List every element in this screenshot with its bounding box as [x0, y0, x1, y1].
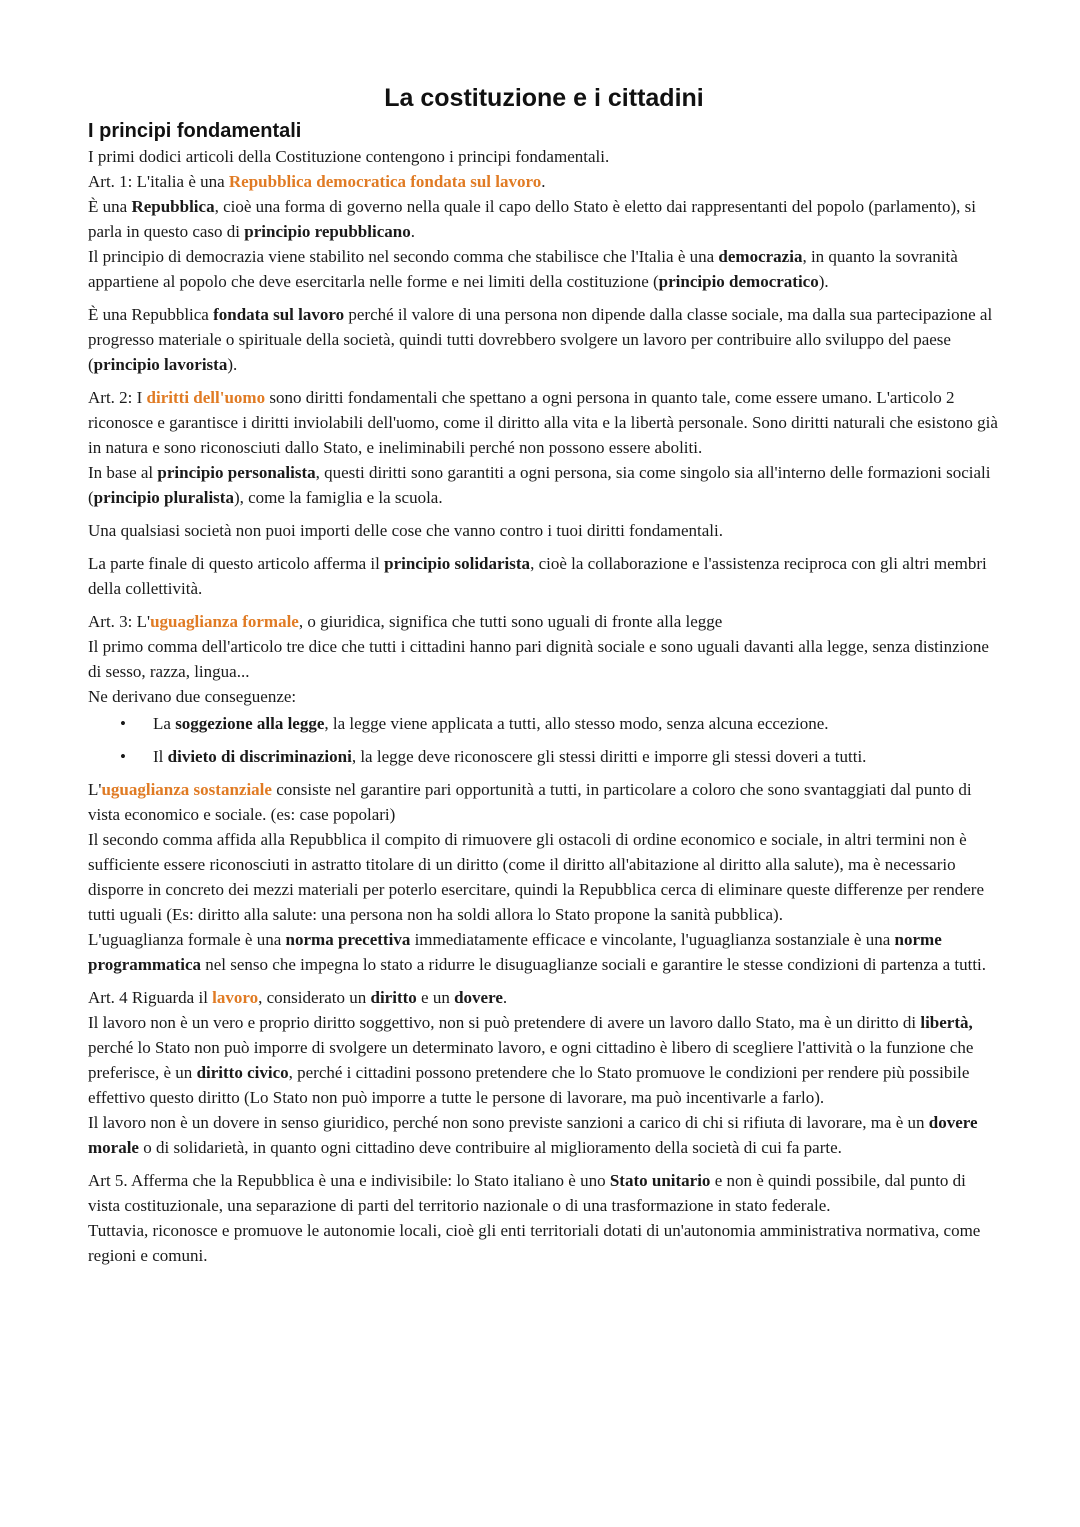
art4-paragraph-2: Il lavoro non è un vero e proprio diritto soggettivo, non si può pretendere di avere un lavoro dallo Stato, ma è un diritto di libertà, perché lo Stato non può imporre di svolgere un determinato lavoro, e ogni cittadino è libero di scegliere l'attività o la funzione che preferisce, è un diritto civico, perché i cittadini possono pretendere che lo Stato promuove le condizioni per rendere più possibile effettivo questo diritto (Lo Stato non può imporre a tutte le persone di lavorare, ma può incentivarle a farlo). [88, 1013, 974, 1107]
art4-paragraph-3: Il lavoro non è un dovere in senso giuridico, perché non sono previste sanzioni a carico di chi si rifiuta di lavorare, ma è un dovere morale o di solidarietà, in quanto ogni cittadino deve contribuire al miglioramento della società di cui fa parte. [88, 1113, 978, 1157]
art3-paragraph-4: L'uguaglianza sostanziale consiste nel garantire pari opportunità a tutti, in particolare a coloro che sono svantaggiati dal punto di vista economico e sociale. (es: case popolari) [88, 780, 972, 824]
section-title: I principi fondamentali [88, 120, 302, 142]
document-page [88, 80, 1000, 1268]
art1-heading-line: Art. 1: L'italia è una Repubblica democratica fondata sul lavoro. [88, 172, 546, 191]
art5-paragraph-1: Art 5. Afferma che la Repubblica è una e indivisibile: lo Stato italiano è uno Stato unitario e non è quindi possibile, dal punto di vista costituzionale, una separazione di parti del territorio nazionale o di una trasformazione in stato federale. [88, 1171, 966, 1215]
art2-paragraph-2: In base al principio personalista, questi diritti sono garantiti a ogni persona, sia come singolo sia all'interno delle formazioni sociali (principio pluralista), come la famiglia e la scuola. [88, 463, 991, 507]
art3-paragraph-1: Art. 3: L'uguaglianza formale, o giuridica, significa che tutti sono uguali di fronte alla legge [88, 612, 723, 631]
art3-paragraph-6: L'uguaglianza formale è una norma precettiva immediatamente efficace e vincolante, l'uguaglianza sostanziale è una norme programmatica nel senso che impegna lo stato a ridurre le disuguaglianze sociali e garantire le stesse condizioni di partenza a tutti. [88, 930, 987, 974]
list-item: • Il divieto di discriminazioni, la legge deve riconoscere gli stessi diritti e imporre gli stessi doveri a tutti. [88, 744, 1000, 769]
intro-paragraph: I primi dodici articoli della Costituzione contengono i principi fondamentali. [88, 147, 610, 166]
document-title: La costituzione e i cittadini [384, 84, 704, 112]
consequences-list [88, 711, 1000, 769]
art3-paragraph-5: Il secondo comma affida alla Repubblica il compito di rimuovere gli ostacoli di ordine economico e sociale, in altri termini non è sufficiente essere riconosciuti in astratto titolare di un diritto (come il diritto all'abitazione al diritto alla salute), ma è necessario disporre in concreto dei mezzi materiali per poterlo esercitare, quindi la Repubblica cerca di eliminare queste differenze per rendere tutti uguali (Es: diritto alla salute: una persona non ha soldi allora lo Stato propone la sanità pubblica). [88, 830, 985, 924]
art3-paragraph-2: Il primo comma dell'articolo tre dice che tutti i cittadini hanno pari dignità sociale e sono uguali davanti alla legge, senza distinzione di sesso, razza, lingua... [88, 637, 989, 681]
art4-paragraph-1: Art. 4 Riguarda il lavoro, considerato un diritto e un dovere. [88, 988, 508, 1007]
bullet-icon: • [120, 747, 126, 766]
art3-highlight-sostanziale: uguaglianza sostanziale [101, 780, 272, 799]
art4-highlight: lavoro [212, 988, 259, 1007]
art3-highlight-formale: uguaglianza formale [150, 612, 299, 631]
art1-paragraph-1: È una Repubblica, cioè una forma di governo nella quale il capo dello Stato è eletto dai rappresentanti del popolo (parlamento), si parla in questo caso di principio repubblicano. [88, 197, 977, 241]
art2-paragraph-3: Una qualsiasi società non puoi importi delle cose che vanno contro i tuoi diritti fondamentali. [88, 521, 723, 540]
art1-paragraph-3: È una Repubblica fondata sul lavoro perché il valore di una persona non dipende dalla classe sociale, ma dalla sua partecipazione al progresso materiale o spirituale della società, quindi tutti dovrebbero svolgere un lavoro per contribuire allo sviluppo del paese (principio lavorista). [88, 305, 993, 374]
art2-paragraph-4: La parte finale di questo articolo afferma il principio solidarista, cioè la collaborazione e l'assistenza reciproca con gli altri membri della collettività. [88, 554, 987, 598]
art2-paragraph-1: Art. 2: I diritti dell'uomo sono diritti fondamentali che spettano a ogni persona in quanto tale, come essere umano. L'articolo 2 riconosce e garantisce i diritti inviolabili dell'uomo, come il diritto alla vita e la libertà personale. Sono diritti naturali che esistono già in natura e sono riconosciuti dallo Stato, e ineliminabili perché non possono essere aboliti. [88, 388, 998, 457]
art5-paragraph-2: Tuttavia, riconosce e promuove le autonomie locali, cioè gli enti territoriali dotati di un'autonomia amministrativa normativa, come regioni e comuni. [88, 1221, 981, 1265]
art1-paragraph-2: Il principio di democrazia viene stabilito nel secondo comma che stabilisce che l'Italia è una democrazia, in quanto la sovranità appartiene al popolo che deve esercitarla nelle forme e nei limiti della costituzione (principio democratico). [88, 247, 958, 291]
art2-highlight: diritti dell'uomo [146, 388, 266, 407]
art3-paragraph-3: Ne derivano due conseguenze: [88, 687, 297, 706]
bullet-icon: • [120, 714, 126, 733]
list-item: • La soggezione alla legge, la legge viene applicata a tutti, allo stesso modo, senza alcuna eccezione. [88, 711, 1000, 736]
art1-highlight: Repubblica democratica fondata sul lavoro [228, 172, 542, 191]
